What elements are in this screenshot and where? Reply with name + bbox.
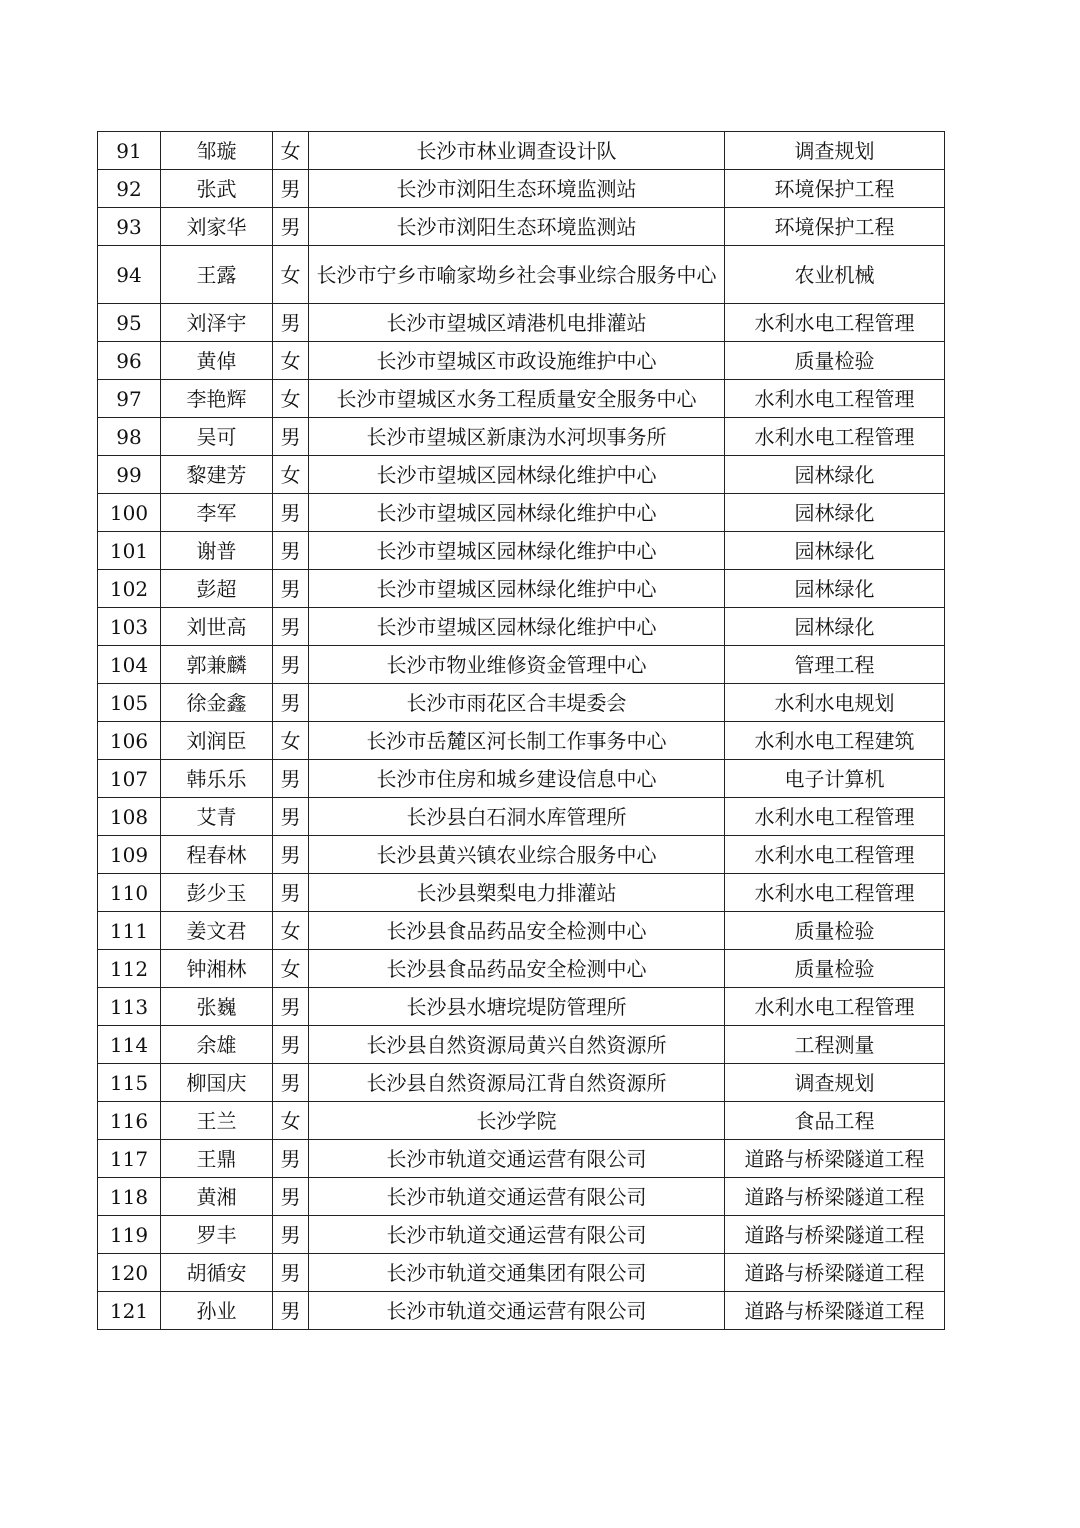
table-row bbox=[98, 684, 945, 722]
name-cell: 李军 bbox=[161, 494, 273, 532]
table-row bbox=[98, 456, 945, 494]
work-unit-cell: 长沙市雨花区合丰堤委会 bbox=[309, 684, 725, 722]
gender-cell: 男 bbox=[273, 1292, 309, 1330]
roster-table-body bbox=[98, 132, 945, 1330]
row-number-cell: 121 bbox=[98, 1292, 161, 1330]
gender-cell: 男 bbox=[273, 1026, 309, 1064]
name-cell: 刘世高 bbox=[161, 608, 273, 646]
work-unit-cell: 长沙市望城区园林绿化维护中心 bbox=[309, 494, 725, 532]
gender-cell: 男 bbox=[273, 684, 309, 722]
specialty-cell: 园林绿化 bbox=[725, 456, 945, 494]
gender-cell: 男 bbox=[273, 494, 309, 532]
specialty-cell: 道路与桥梁隧道工程 bbox=[725, 1140, 945, 1178]
name-cell: 王兰 bbox=[161, 1102, 273, 1140]
gender-cell: 男 bbox=[273, 1140, 309, 1178]
specialty-cell: 调查规划 bbox=[725, 1064, 945, 1102]
gender-cell: 男 bbox=[273, 532, 309, 570]
work-unit-cell: 长沙市轨道交通运营有限公司 bbox=[309, 1216, 725, 1254]
work-unit-cell: 长沙市望城区市政设施维护中心 bbox=[309, 342, 725, 380]
specialty-cell: 园林绿化 bbox=[725, 494, 945, 532]
name-cell: 罗丰 bbox=[161, 1216, 273, 1254]
work-unit-cell: 长沙市轨道交通运营有限公司 bbox=[309, 1292, 725, 1330]
row-number-cell: 115 bbox=[98, 1064, 161, 1102]
table-row bbox=[98, 608, 945, 646]
row-number-cell: 107 bbox=[98, 760, 161, 798]
work-unit-cell: 长沙市望城区新康沩水河坝事务所 bbox=[309, 418, 725, 456]
specialty-cell: 水利水电工程管理 bbox=[725, 874, 945, 912]
roster-table bbox=[97, 131, 945, 1330]
table-row bbox=[98, 342, 945, 380]
gender-cell: 女 bbox=[273, 132, 309, 170]
gender-cell: 女 bbox=[273, 1102, 309, 1140]
row-number-cell: 96 bbox=[98, 342, 161, 380]
row-number-cell: 101 bbox=[98, 532, 161, 570]
table-row bbox=[98, 570, 945, 608]
row-number-cell: 118 bbox=[98, 1178, 161, 1216]
gender-cell: 男 bbox=[273, 170, 309, 208]
name-cell: 刘润臣 bbox=[161, 722, 273, 760]
name-cell: 姜文君 bbox=[161, 912, 273, 950]
name-cell: 柳国庆 bbox=[161, 1064, 273, 1102]
name-cell: 艾青 bbox=[161, 798, 273, 836]
work-unit-cell: 长沙市望城区园林绿化维护中心 bbox=[309, 456, 725, 494]
table-row bbox=[98, 1064, 945, 1102]
work-unit-cell: 长沙学院 bbox=[309, 1102, 725, 1140]
name-cell: 彭少玉 bbox=[161, 874, 273, 912]
gender-cell: 男 bbox=[273, 570, 309, 608]
specialty-cell: 环境保护工程 bbox=[725, 208, 945, 246]
gender-cell: 女 bbox=[273, 950, 309, 988]
work-unit-cell: 长沙县白石洞水库管理所 bbox=[309, 798, 725, 836]
gender-cell: 女 bbox=[273, 380, 309, 418]
table-row bbox=[98, 798, 945, 836]
work-unit-cell: 长沙县水塘垸堤防管理所 bbox=[309, 988, 725, 1026]
table-row bbox=[98, 170, 945, 208]
table-row bbox=[98, 208, 945, 246]
table-row bbox=[98, 836, 945, 874]
gender-cell: 男 bbox=[273, 418, 309, 456]
specialty-cell: 园林绿化 bbox=[725, 532, 945, 570]
name-cell: 谢普 bbox=[161, 532, 273, 570]
row-number-cell: 109 bbox=[98, 836, 161, 874]
gender-cell: 女 bbox=[273, 456, 309, 494]
name-cell: 王露 bbox=[161, 246, 273, 304]
specialty-cell: 管理工程 bbox=[725, 646, 945, 684]
row-number-cell: 108 bbox=[98, 798, 161, 836]
name-cell: 张巍 bbox=[161, 988, 273, 1026]
table-row bbox=[98, 1216, 945, 1254]
table-row bbox=[98, 1140, 945, 1178]
specialty-cell: 工程测量 bbox=[725, 1026, 945, 1064]
gender-cell: 男 bbox=[273, 646, 309, 684]
name-cell: 李艳辉 bbox=[161, 380, 273, 418]
name-cell: 刘家华 bbox=[161, 208, 273, 246]
table-row bbox=[98, 988, 945, 1026]
work-unit-cell: 长沙市岳麓区河长制工作事务中心 bbox=[309, 722, 725, 760]
gender-cell: 男 bbox=[273, 988, 309, 1026]
table-row bbox=[98, 874, 945, 912]
specialty-cell: 质量检验 bbox=[725, 342, 945, 380]
row-number-cell: 100 bbox=[98, 494, 161, 532]
work-unit-cell: 长沙市物业维修资金管理中心 bbox=[309, 646, 725, 684]
name-cell: 张武 bbox=[161, 170, 273, 208]
work-unit-cell: 长沙市住房和城乡建设信息中心 bbox=[309, 760, 725, 798]
name-cell: 钟湘林 bbox=[161, 950, 273, 988]
name-cell: 胡循安 bbox=[161, 1254, 273, 1292]
work-unit-cell: 长沙市宁乡市喻家坳乡社会事业综合服务中心 bbox=[309, 246, 725, 304]
gender-cell: 男 bbox=[273, 304, 309, 342]
gender-cell: 男 bbox=[273, 1216, 309, 1254]
row-number-cell: 117 bbox=[98, 1140, 161, 1178]
table-row bbox=[98, 646, 945, 684]
row-number-cell: 116 bbox=[98, 1102, 161, 1140]
name-cell: 韩乐乐 bbox=[161, 760, 273, 798]
table-row bbox=[98, 494, 945, 532]
gender-cell: 男 bbox=[273, 836, 309, 874]
specialty-cell: 水利水电规划 bbox=[725, 684, 945, 722]
specialty-cell: 质量检验 bbox=[725, 950, 945, 988]
specialty-cell: 水利水电工程管理 bbox=[725, 836, 945, 874]
work-unit-cell: 长沙市轨道交通运营有限公司 bbox=[309, 1178, 725, 1216]
row-number-cell: 112 bbox=[98, 950, 161, 988]
table-row bbox=[98, 1254, 945, 1292]
specialty-cell: 道路与桥梁隧道工程 bbox=[725, 1216, 945, 1254]
row-number-cell: 91 bbox=[98, 132, 161, 170]
row-number-cell: 114 bbox=[98, 1026, 161, 1064]
name-cell: 黄湘 bbox=[161, 1178, 273, 1216]
gender-cell: 男 bbox=[273, 1178, 309, 1216]
specialty-cell: 水利水电工程管理 bbox=[725, 418, 945, 456]
row-number-cell: 106 bbox=[98, 722, 161, 760]
specialty-cell: 环境保护工程 bbox=[725, 170, 945, 208]
row-number-cell: 99 bbox=[98, 456, 161, 494]
row-number-cell: 102 bbox=[98, 570, 161, 608]
work-unit-cell: 长沙市望城区园林绿化维护中心 bbox=[309, 570, 725, 608]
table-row bbox=[98, 246, 945, 304]
row-number-cell: 105 bbox=[98, 684, 161, 722]
specialty-cell: 水利水电工程管理 bbox=[725, 304, 945, 342]
name-cell: 徐金鑫 bbox=[161, 684, 273, 722]
specialty-cell: 水利水电工程建筑 bbox=[725, 722, 945, 760]
gender-cell: 男 bbox=[273, 798, 309, 836]
name-cell: 程春林 bbox=[161, 836, 273, 874]
specialty-cell: 水利水电工程管理 bbox=[725, 798, 945, 836]
work-unit-cell: 长沙县槊梨电力排灌站 bbox=[309, 874, 725, 912]
name-cell: 郭兼麟 bbox=[161, 646, 273, 684]
name-cell: 余雄 bbox=[161, 1026, 273, 1064]
gender-cell: 女 bbox=[273, 342, 309, 380]
specialty-cell: 道路与桥梁隧道工程 bbox=[725, 1292, 945, 1330]
row-number-cell: 93 bbox=[98, 208, 161, 246]
specialty-cell: 水利水电工程管理 bbox=[725, 380, 945, 418]
table-row bbox=[98, 418, 945, 456]
name-cell: 吴可 bbox=[161, 418, 273, 456]
name-cell: 黄倬 bbox=[161, 342, 273, 380]
gender-cell: 女 bbox=[273, 246, 309, 304]
specialty-cell: 农业机械 bbox=[725, 246, 945, 304]
table-row bbox=[98, 722, 945, 760]
row-number-cell: 113 bbox=[98, 988, 161, 1026]
specialty-cell: 电子计算机 bbox=[725, 760, 945, 798]
row-number-cell: 98 bbox=[98, 418, 161, 456]
gender-cell: 女 bbox=[273, 912, 309, 950]
row-number-cell: 104 bbox=[98, 646, 161, 684]
table-row bbox=[98, 380, 945, 418]
gender-cell: 男 bbox=[273, 1254, 309, 1292]
row-number-cell: 103 bbox=[98, 608, 161, 646]
row-number-cell: 119 bbox=[98, 1216, 161, 1254]
specialty-cell: 质量检验 bbox=[725, 912, 945, 950]
row-number-cell: 97 bbox=[98, 380, 161, 418]
table-row bbox=[98, 1178, 945, 1216]
gender-cell: 男 bbox=[273, 1064, 309, 1102]
table-row bbox=[98, 304, 945, 342]
specialty-cell: 园林绿化 bbox=[725, 570, 945, 608]
table-row bbox=[98, 912, 945, 950]
table-row bbox=[98, 1292, 945, 1330]
gender-cell: 男 bbox=[273, 874, 309, 912]
gender-cell: 女 bbox=[273, 722, 309, 760]
row-number-cell: 111 bbox=[98, 912, 161, 950]
row-number-cell: 92 bbox=[98, 170, 161, 208]
work-unit-cell: 长沙市浏阳生态环境监测站 bbox=[309, 170, 725, 208]
specialty-cell: 园林绿化 bbox=[725, 608, 945, 646]
gender-cell: 男 bbox=[273, 208, 309, 246]
specialty-cell: 调查规划 bbox=[725, 132, 945, 170]
table-row bbox=[98, 132, 945, 170]
name-cell: 王鼎 bbox=[161, 1140, 273, 1178]
table-row bbox=[98, 950, 945, 988]
work-unit-cell: 长沙市望城区园林绿化维护中心 bbox=[309, 608, 725, 646]
table-row bbox=[98, 760, 945, 798]
table-row bbox=[98, 1026, 945, 1064]
work-unit-cell: 长沙市浏阳生态环境监测站 bbox=[309, 208, 725, 246]
work-unit-cell: 长沙市轨道交通集团有限公司 bbox=[309, 1254, 725, 1292]
work-unit-cell: 长沙市望城区靖港机电排灌站 bbox=[309, 304, 725, 342]
work-unit-cell: 长沙县自然资源局黄兴自然资源所 bbox=[309, 1026, 725, 1064]
work-unit-cell: 长沙市轨道交通运营有限公司 bbox=[309, 1140, 725, 1178]
specialty-cell: 食品工程 bbox=[725, 1102, 945, 1140]
gender-cell: 男 bbox=[273, 760, 309, 798]
row-number-cell: 110 bbox=[98, 874, 161, 912]
work-unit-cell: 长沙市林业调查设计队 bbox=[309, 132, 725, 170]
gender-cell: 男 bbox=[273, 608, 309, 646]
name-cell: 黎建芳 bbox=[161, 456, 273, 494]
table-row bbox=[98, 532, 945, 570]
specialty-cell: 道路与桥梁隧道工程 bbox=[725, 1254, 945, 1292]
name-cell: 孙业 bbox=[161, 1292, 273, 1330]
name-cell: 彭超 bbox=[161, 570, 273, 608]
work-unit-cell: 长沙市望城区水务工程质量安全服务中心 bbox=[309, 380, 725, 418]
specialty-cell: 道路与桥梁隧道工程 bbox=[725, 1178, 945, 1216]
work-unit-cell: 长沙县黄兴镇农业综合服务中心 bbox=[309, 836, 725, 874]
work-unit-cell: 长沙县食品药品安全检测中心 bbox=[309, 950, 725, 988]
table-row bbox=[98, 1102, 945, 1140]
row-number-cell: 94 bbox=[98, 246, 161, 304]
name-cell: 邹璇 bbox=[161, 132, 273, 170]
work-unit-cell: 长沙县食品药品安全检测中心 bbox=[309, 912, 725, 950]
work-unit-cell: 长沙县自然资源局江背自然资源所 bbox=[309, 1064, 725, 1102]
specialty-cell: 水利水电工程管理 bbox=[725, 988, 945, 1026]
name-cell: 刘泽宇 bbox=[161, 304, 273, 342]
row-number-cell: 120 bbox=[98, 1254, 161, 1292]
work-unit-cell: 长沙市望城区园林绿化维护中心 bbox=[309, 532, 725, 570]
row-number-cell: 95 bbox=[98, 304, 161, 342]
